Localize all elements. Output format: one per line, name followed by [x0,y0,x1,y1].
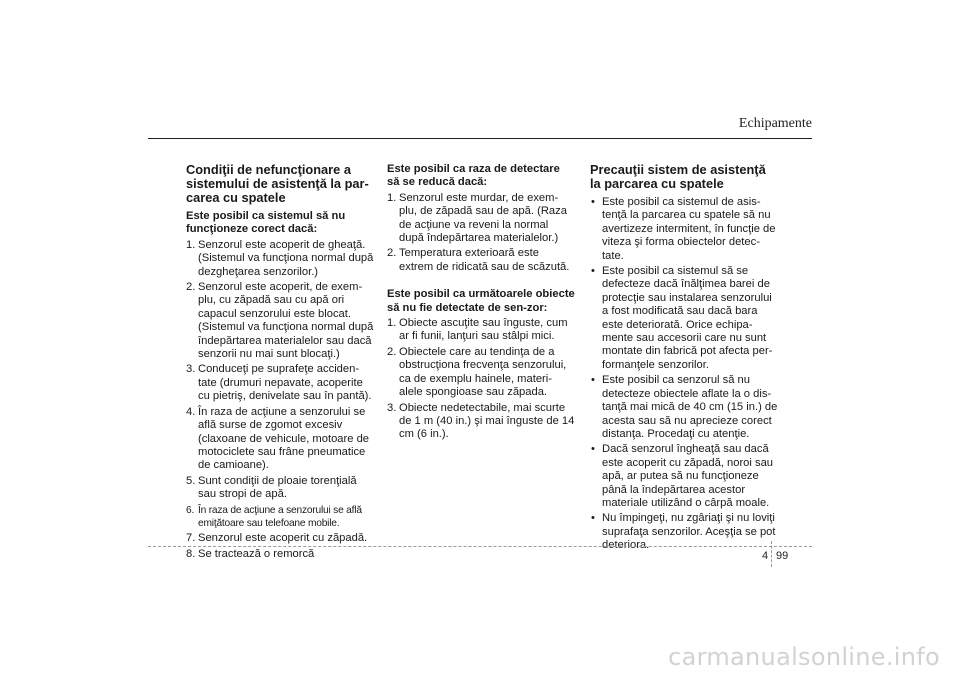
chapter-number: 4 [762,550,769,562]
list-item [387,247,575,274]
list-item [186,363,374,403]
item-number: 5. [186,474,196,487]
left-column [186,163,374,563]
item-text: Obiectele care au tendinţa de a obstrucţiona frecvenţa senzorului, ca de exemplu hainele, materi-alele spongioase sau zăpada. [399,345,567,399]
header-rule [148,138,812,139]
item-text: Senzorul este acoperit cu zăpadă. [198,532,368,545]
item-text: Nu împingeţi, nu zgâriaţi şi nu loviţi suprafaţa senzorilor. Aceşţia se pot deteriora. [602,512,776,552]
item-text: Senzorul este acoperit, de exem-plu, cu zăpadă sau cu apă ori capacul senzorului este blocat. (Sistemul va funcţiona normal după îndepărtarea materialelor sau dacă senzorii nu mai sunt blocaţi.) [198,281,374,361]
bullet-icon: • [591,265,595,278]
item-number: 1. [387,317,397,330]
item-number: 6. [186,504,195,516]
item-number: 1. [387,191,397,204]
middle-subheading-objects: Este posibil ca următoarele obiecte să nu fie detectate de sen-zor: [387,288,575,314]
bullet-icon: • [591,443,595,456]
right-column [590,163,778,555]
list-item [186,504,374,531]
list-item [590,374,778,441]
item-text: Senzorul este murdar, de exem-plu, de zăpadă sau de apă. (Raza de acţiune va reveni la normal după îndepărtarea materialelor.) [399,191,567,245]
list-item [186,281,374,361]
list-item [186,532,374,545]
left-heading: Condiţii de nefuncţionare a sistemului de asistenţă la par-carea cu spatele [186,162,369,205]
list-item [590,443,778,510]
middle-item-list-objects [387,317,575,442]
bullet-icon: • [591,196,595,208]
bullet-icon: • [591,374,595,387]
section-title: Echipamente [738,116,812,131]
list-item [387,346,575,400]
item-text: Senzorul este acoperit de gheaţă. (Sistemul va funcţiona normal după dezgheţarea senzorilor.) [198,238,374,278]
item-text: În raza de acţiune a senzorului se află emiţătoare sau telefoane mobile. [198,504,362,529]
list-item [186,475,374,502]
bullet-icon: • [591,512,595,525]
item-text: Sunt condiţii de ploaie torenţială sau stropi de apă. [198,474,357,501]
item-text: Conduceţi pe suprafeţe acciden-tate (drumuri nepavate, acoperite cu pietriş, denivelate sau în pantă). [198,363,372,403]
page-number: 99 [776,550,789,562]
item-text: Dacă senzorul îngheaţă sau dacă este acoperit cu zăpadă, noroi sau apă, ar putea să nu funcţioneze până la îndepărtarea acestor materiale utilizând o cârpă moale. [602,443,774,509]
list-item [186,548,374,561]
item-number: 3. [186,363,196,376]
list-item [387,317,575,344]
item-number: 2. [186,281,196,294]
list-item [186,239,374,279]
right-heading: Precauţii sistem de asistenţă la parcarea cu spatele [590,162,766,191]
item-text: Este posibil ca sistemul să se defecteze dacă înălţimea barei de protecţie sau instalarea senzorului a fost modificată sau dacă bara este deteriorată. Orice echipa-mente sau accesorii care nu sunt montate din fabrică pot afecta per-formanţele senzorilor. [602,265,773,371]
watermark: carmanualsonline.info [668,643,940,671]
middle-column [387,163,575,444]
middle-item-list-range [387,192,575,274]
left-item-list [186,239,374,561]
list-item [387,192,575,246]
list-item [186,406,374,473]
item-text: Temperatura exterioară este extrem de ridicată sau de scăzută. [399,247,570,273]
left-subheading: Este posibil ca sistemul să nu funcţioneze corect dacă: [186,210,346,236]
item-text: Este posibil ca sistemul de asis-tenţă la parcarea cu spatele să nu avertizeze intermitent, în funcţie de viteza şi forma obiectelor detec-tate. [602,196,776,262]
item-text: În raza de acţiune a senzorului se află surse de zgomot excesiv (claxoane de vehicule, motoare de motociclete sau frâne pneumatice de camioane). [198,405,370,472]
item-text: Obiecte nedetectabile, mai scurte de 1 m (40 in.) şi mai înguste de 14 cm (6 in.). [399,401,575,441]
item-number: 8. [186,547,196,560]
item-text: Obiecte ascuţite sau înguste, cum ar fi funii, lanţuri sau stâlpi mici. [399,317,568,343]
item-number: 2. [387,345,397,358]
item-number: 7. [186,532,196,545]
list-item [387,402,575,442]
item-number: 4. [186,405,196,418]
right-bullet-list [590,196,778,553]
list-item [590,265,778,372]
item-number: 3. [387,401,397,414]
list-item [590,196,778,263]
item-text: Se tractează o remorcă [198,547,315,560]
item-text: Este posibil ca senzorul să nu detecteze obiectele aflate la o dis-tanţă mai mică de 40 cm (15 in.) de acesta sau să nu aprecieze corect distanţa. Procedaţi cu atenţie. [602,374,778,440]
item-number: 2. [387,247,397,260]
footer-separator [771,541,772,567]
middle-subheading-range: Este posibil ca raza de detectare să se reducă dacă: [387,163,560,189]
item-number: 1. [186,238,196,251]
footer-rule [148,546,812,547]
